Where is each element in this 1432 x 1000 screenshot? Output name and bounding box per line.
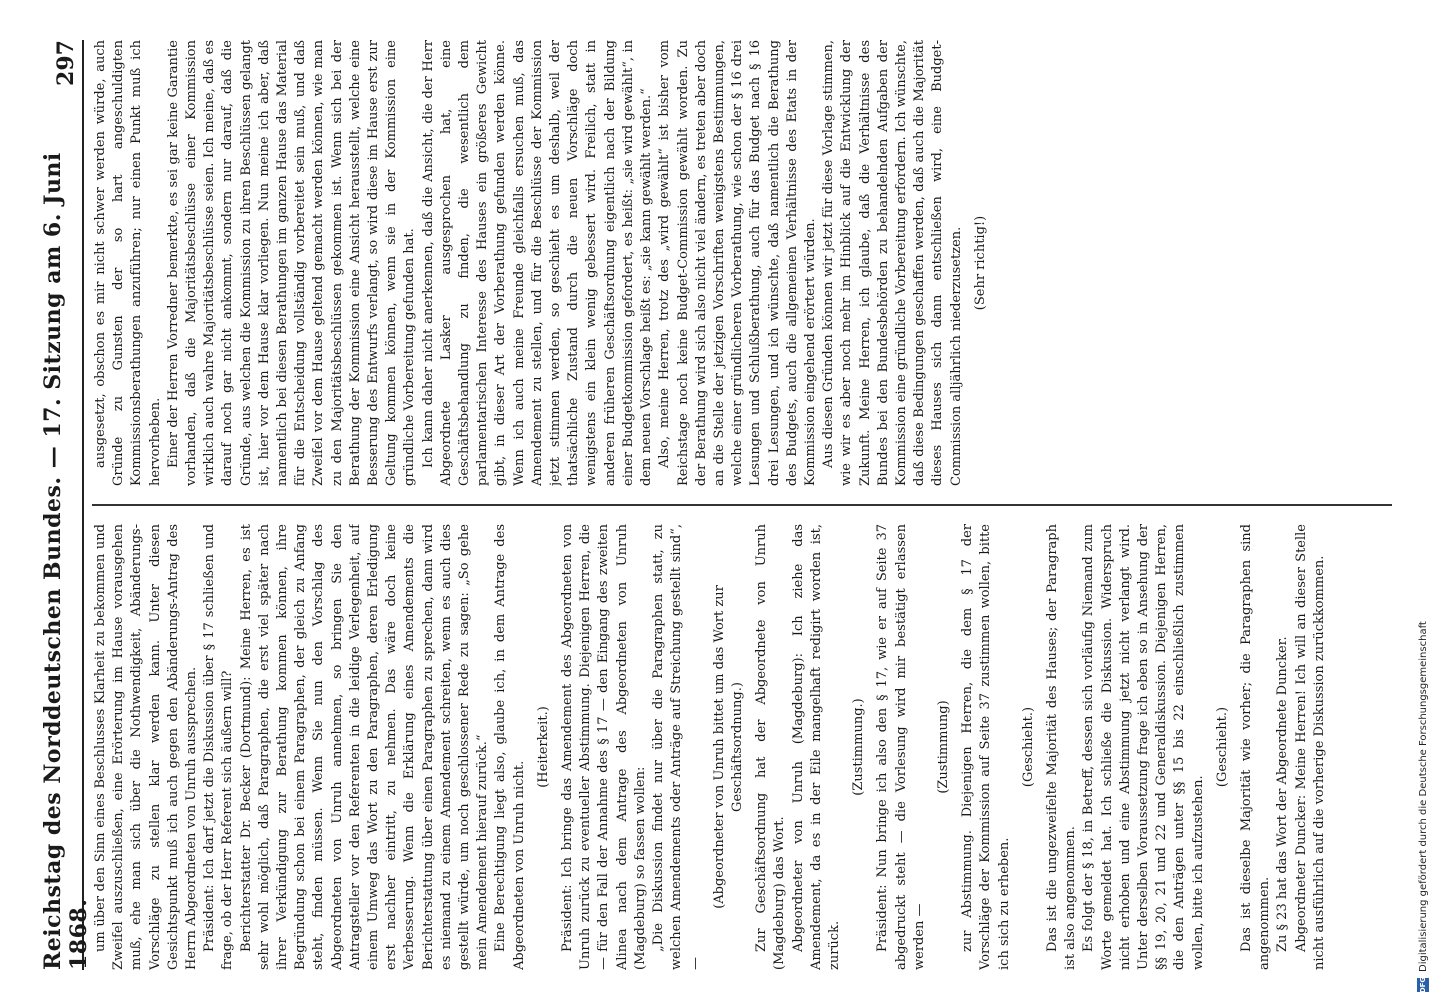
paragraph: Es folgt der § 18, in Betreff, dessen sich vorläufig Niemand zum Worte gemeldet hat. Ich schließe die Diskussion. Widerspruch nicht erhoben und eine Abstimmung jetzt nicht verlangt wird. Unter derselben Voraussetzung frage ich eben so in Ansehung der §§ 19, 20, 21 und 22 und Generaldiskussion. Diejenigen Herren, die den Anträgen unter §§ 15 bis 22 einschließlich zustimmen wollen, bitte ich aufzustehen. bbox=[1081, 524, 1206, 970]
paragraph: Abgeordneter Duncker: Meine Herren! Ich will an dieser Stelle nicht ausführlich auf die vorherige Diskussion zurückkommen. bbox=[1293, 524, 1327, 970]
paragraph: (Geschieht.) bbox=[1214, 706, 1230, 788]
paragraph: Das ist die ungezweifelte Majorität des Hauses; der Paragraph ist also angenommen. bbox=[1044, 524, 1079, 970]
paragraph: um über den Sinn eines Beschlusses Klarheit zu bekommen und Zweifel auszuschließen, eine Erörterung im Hause vorausgehen muß, ehe man sich über die Nothwendigkeit, Abänderungs-Vorschläge zu stellen klar werden kann. Unter diesen Gesichtspunkt muß ich auch gegen den Abänderungs-Antrag des Herrn Abgeordneten von Unruh aussprechen. bbox=[93, 524, 200, 970]
paragraph: Berichterstatter Dr. Becker (Dortmund): Meine Herren, es ist sehr wohl möglich, daß Paragraphen, die erst viel später nach ihrer Verkündigung zur Berathung kommen können, ihre Begründung schon bei einem Paragraphen, der gleich zu Anfang steht, finden müssen. Wenn Sie nun den Vorschlag des Abgeordneten von Unruh annehmen, so bringen Sie den Antragsteller vor den Referenten in die leidige Verlegenheit, auf einem Umweg das Wort zu den Paragraphen, deren Erledigung erst nachher eintritt, zu nehmen. Das wäre doch keine Verbesserung. Wenn die Erklärung eines Amendements die Berichterstattung über einen Paragraphen zu sprechen, dann wird es niemand zu einem Amendement schreiten, wenn es auch dies gestellt würde, um noch geschlossener Rede zu sagen: „So gehe mein Amendement hierauf zurück.“ bbox=[238, 524, 491, 970]
page-title: Reichstag des Norddeutschen Bundes. — 17. Sitzung am 6. Juni 1868. bbox=[40, 152, 92, 970]
paragraph: ausgesetzt, obschon es mir nicht schwer werden würde, auch Gründe zu Gunsten der so hart angeschuldigten Kommissionsberathungen anzuführen; nur einen Punkt muß ich hervorheben. bbox=[93, 40, 163, 486]
paragraph: Abgeordneter von Unruh (Magdeburg): Ich ziehe das Amendement, da es in der Eile mangelhaft redigirt worden ist, zurück. bbox=[790, 524, 842, 970]
paragraph: Einer der Herren Vorredner bemerkte, es sei gar keine Garantie vorhanden, daß die Majoritätsbeschlüsse einer Kommission wirklich auch wahre Majoritätsbeschlüsse seien. Ich meine, daß es darauf noch gar nicht ankommt, sondern nur darauf, daß die Gründe, aus welchen die Kommission zu ihren Beschlüssen gelangt ist, hier vor dem Hause klar vorliegen. Nun meine ich aber, daß namentlich bei diesen Berathungen im ganzen Hause das Material für die Entscheidung vollständig vorbereitet sein muß, und daß Zweifel vor dem Hause geltend gemacht werden können, wie man zu den Majoritätsbeschlüssen gekommen ist. Wenn sich bei der Berathung der Kommission eine Ansicht herausstellt, welche eine Besserung des Entwurfs verlangt, so wird diese im Hause erst zur Geltung kommen können, wenn sie in der Kommission eine gründliche Vorbereitung gefunden hat. bbox=[165, 40, 418, 486]
page-header bbox=[40, 40, 92, 970]
paragraph: (Zustimmung) bbox=[935, 700, 951, 794]
paragraph: Aus diesen Gründen können wir jetzt für diese Vorlage stimmen, wie wir es aber noch mehr im Hinblick auf die Entwicklung der Zukunft. Meine Herren, ich glaube, daß die Verhältnisse des Bundes bei den Bundesbehörden zu behandelnden Aufgaben der Kommission eine gründliche Vorbereitung erfordern. Ich wünschte, daß diese Bedingungen geschaffen werden, daß auch die Majorität dieses Hauses sich dann entschließen wird, eine Budget-Commission alljährlich niederzusetzen. bbox=[821, 40, 964, 486]
paragraph: zur Abstimmung. Diejenigen Herren, die dem § 17 der Vorschläge der Kommission auf Seite 37 zustimmen wollen, bitte ich sich zu erheben. bbox=[960, 524, 1012, 970]
text-columns bbox=[92, 40, 1392, 970]
paragraph: Präsident: Nun bringe ich also den § 17, wie er auf Seite 37 abgedruckt steht — die Vorlesung wird mir bestätigt erlassen werden — bbox=[875, 524, 927, 970]
credit-text: Digitalisierung gefördert durch die Deutsche Forschungsgemeinschaft bbox=[1417, 621, 1429, 972]
paragraph: Präsident: Ich darf jetzt die Diskussion über § 17 schließen und frage, ob der Herr Referent sich äußern will? bbox=[202, 524, 236, 970]
paragraph: (Heiterkeit.) bbox=[535, 706, 551, 788]
paragraph: (Geschieht.) bbox=[1020, 706, 1036, 788]
paragraph: Das ist dieselbe Majorität wie vorher; die Paragraphen sind angenommen. bbox=[1238, 524, 1273, 970]
digitization-credit bbox=[1416, 0, 1430, 1000]
paragraph: Ich kann daher nicht anerkennen, daß die Ansicht, die der Herr Abgeordnete Lasker ausgesprochen hat, eine Geschäftsbehandlung zu finden, die wesentlich dem parlamentarischen Interesse des Hauses ein größeres Gewicht gibt, in dieser Art der Vorberathung gefunden werden könne. Wenn ich auch meine Freunde gleichfalls ersuchen muß, das Amendement zu stellen, und für die Beschlüsse der Kommission jetzt stimmen werden, so geschieht es um deshalb, weil der thatsächliche Zustand durch die neuen Vorschläge doch wenigstens ein klein wenig gebessert wird. Freilich, statt in anderen früheren Geschäftsordnung eigentlich nach der Bildung einer Budgetkommission gefordert, es heißt: „sie wird gewählt“, in dem neuen Vorschlage heißt es: „sie kann gewählt werden.“ bbox=[420, 40, 655, 486]
page-number: 297 bbox=[53, 40, 79, 86]
paragraph: Also, meine Herren, trotz des „wird gewählt“ ist bisher vom Reichstage noch keine Budget-Commission gewählt worden. Zu der Berathung wird sich also nicht viel ändern, es treten aber doch an die Stelle der jetzigen Vorschriften wenigstens Bestimmungen, welche einer gründlicheren Vorberathung, wie schon der § 16 drei Lesungen und Schlußberathung, auch für das Budget nach § 16 drei Lesungen, und ich wünschte, daß namentlich die Berathung des Budgets, auch die allgemeinen Verhältnisse des Etats in der Kommission eingehend erörtert würden. bbox=[657, 40, 818, 486]
paragraph: Präsident: Ich bringe das Amendement des Abgeordneten von Unruh zurück zu eventueller Abstimmung. Diejenigen Herren, die — für den Fall der Annahme des § 17 — den Eingang des zweiten Alinea nach dem Antrage des Abgeordneten von Unruh (Magdeburg) so fassen wollen: bbox=[560, 524, 648, 970]
left-column bbox=[92, 524, 1392, 970]
dfg-logo: DFG bbox=[1419, 976, 1427, 994]
paragraph: Zu § 23 hat das Wort der Abgeordnete Duncker. bbox=[1275, 636, 1291, 952]
column-divider bbox=[92, 504, 1392, 506]
paragraph: (Sehr richtig!) bbox=[972, 215, 988, 311]
paragraph: (Zustimmung.) bbox=[851, 698, 867, 796]
paragraph: Zur Geschäftsordnung hat der Abgeordnete von Unruh (Magdeburg) das Wort. bbox=[754, 524, 788, 970]
right-column bbox=[92, 40, 1392, 486]
paragraph: „Die Diskussion findet nur über die Paragraphen statt, zu welchen Amendements oder Anträge auf Streichung gestellt sind“, — bbox=[651, 524, 703, 970]
paragraph: Eine Berechtigung liegt also, glaube ich, in dem Antrage des Abgeordneten von Unruh nicht. bbox=[493, 524, 527, 970]
paragraph: (Abgeordneter von Unruh bittet um das Wort zur Geschäftsordnung.) bbox=[711, 585, 745, 909]
